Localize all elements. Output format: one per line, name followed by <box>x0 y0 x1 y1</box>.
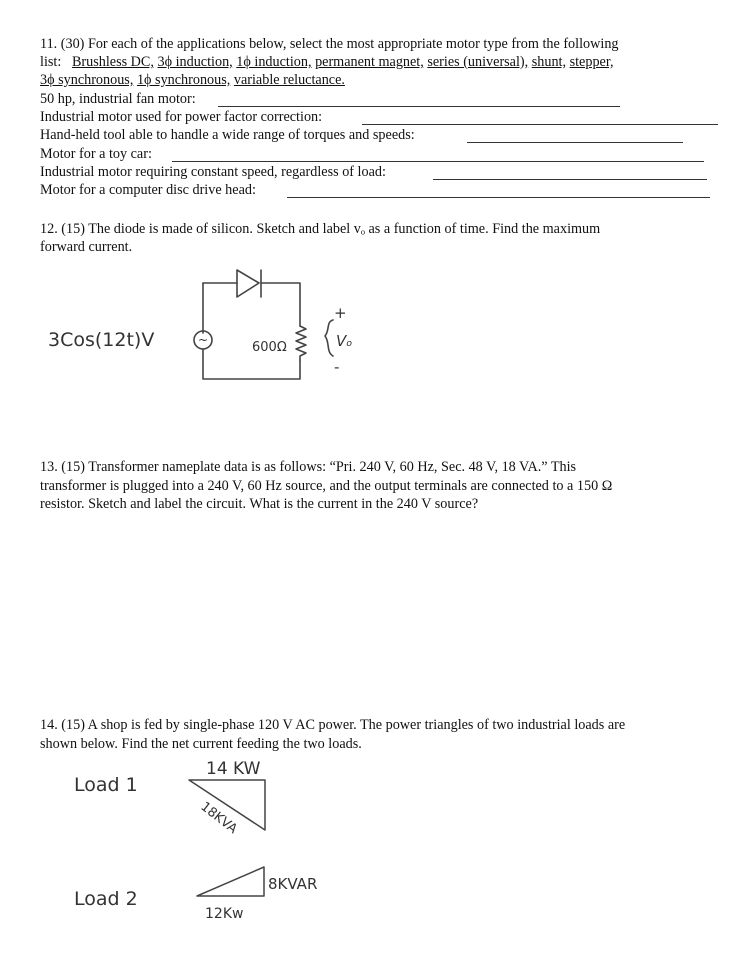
load2-p-label: 12Kw <box>205 906 244 922</box>
output-minus: - <box>334 358 340 376</box>
q13-line3: resistor. Sketch and label the circuit. What is the current in the 240 V source? <box>40 496 479 512</box>
q11-item-constspeed: Industrial motor requiring constant speed, regardless of load: <box>40 164 386 180</box>
ac-source-symbol: ~ <box>198 333 209 347</box>
output-label: Vₒ <box>336 332 353 350</box>
output-plus: + <box>334 304 347 322</box>
q11-item-discdrive: Motor for a computer disc drive head: <box>40 182 256 198</box>
load1-s-label: 18KVA <box>197 799 240 838</box>
motor-type-2: 1ϕ induction, <box>236 54 312 70</box>
load1-p-label: 14 KW <box>206 759 261 779</box>
q12-line1: 12. (15) The diode is made of silicon. Sketch and label vₒ as a function of time. Find the maximum <box>40 221 601 237</box>
motor-type-6: stepper, <box>569 54 614 70</box>
q11-item-pf: Industrial motor used for power factor correction: <box>40 109 323 125</box>
motor-type-4: series (universal), <box>427 54 529 70</box>
source-label: 3Cos(12t)V <box>48 329 155 351</box>
load1-label: Load 1 <box>74 774 138 796</box>
resistor-label: 600Ω <box>252 340 287 355</box>
motor-type-8: 1ϕ synchronous, <box>136 72 231 88</box>
q11-item-toycar: Motor for a toy car: <box>40 146 152 162</box>
load2-q-label: 8KVAR <box>268 875 318 893</box>
motor-type-1: 3ϕ induction, <box>157 54 233 70</box>
load2-label: Load 2 <box>74 888 138 910</box>
motor-type-0: Brushless DC, <box>71 54 154 70</box>
load2-triangle <box>197 867 264 896</box>
motor-type-3: permanent magnet, <box>315 54 424 70</box>
motor-type-5: shunt, <box>531 54 567 70</box>
q14-line1: 14. (15) A shop is fed by single-phase 120 V AC power. The power triangles of two industrial loads are <box>40 717 626 733</box>
q14-line2: shown below. Find the net current feeding the two loads. <box>40 736 362 752</box>
q12-line2: forward current. <box>40 239 133 255</box>
q11-item-fan: 50 hp, industrial fan motor: <box>40 91 196 107</box>
q13-line2: transformer is plugged into a 240 V, 60 Hz source, and the output terminals are connected to a 150 Ω <box>40 478 613 494</box>
q13-line1: 13. (15) Transformer nameplate data is as follows: “Pri. 240 V, 60 Hz, Sec. 48 V, 18 VA.” This <box>40 459 577 475</box>
q11-item-handtool: Hand-held tool able to handle a wide range of torques and speeds: <box>40 127 415 143</box>
motor-type-9: variable reluctance. <box>233 72 345 88</box>
q11-list-label: list: <box>40 54 62 70</box>
motor-type-7: 3ϕ synchronous, <box>40 72 134 88</box>
q11-intro-line1: 11. (30) For each of the applications below, select the most appropriate motor type from the following <box>40 36 619 52</box>
